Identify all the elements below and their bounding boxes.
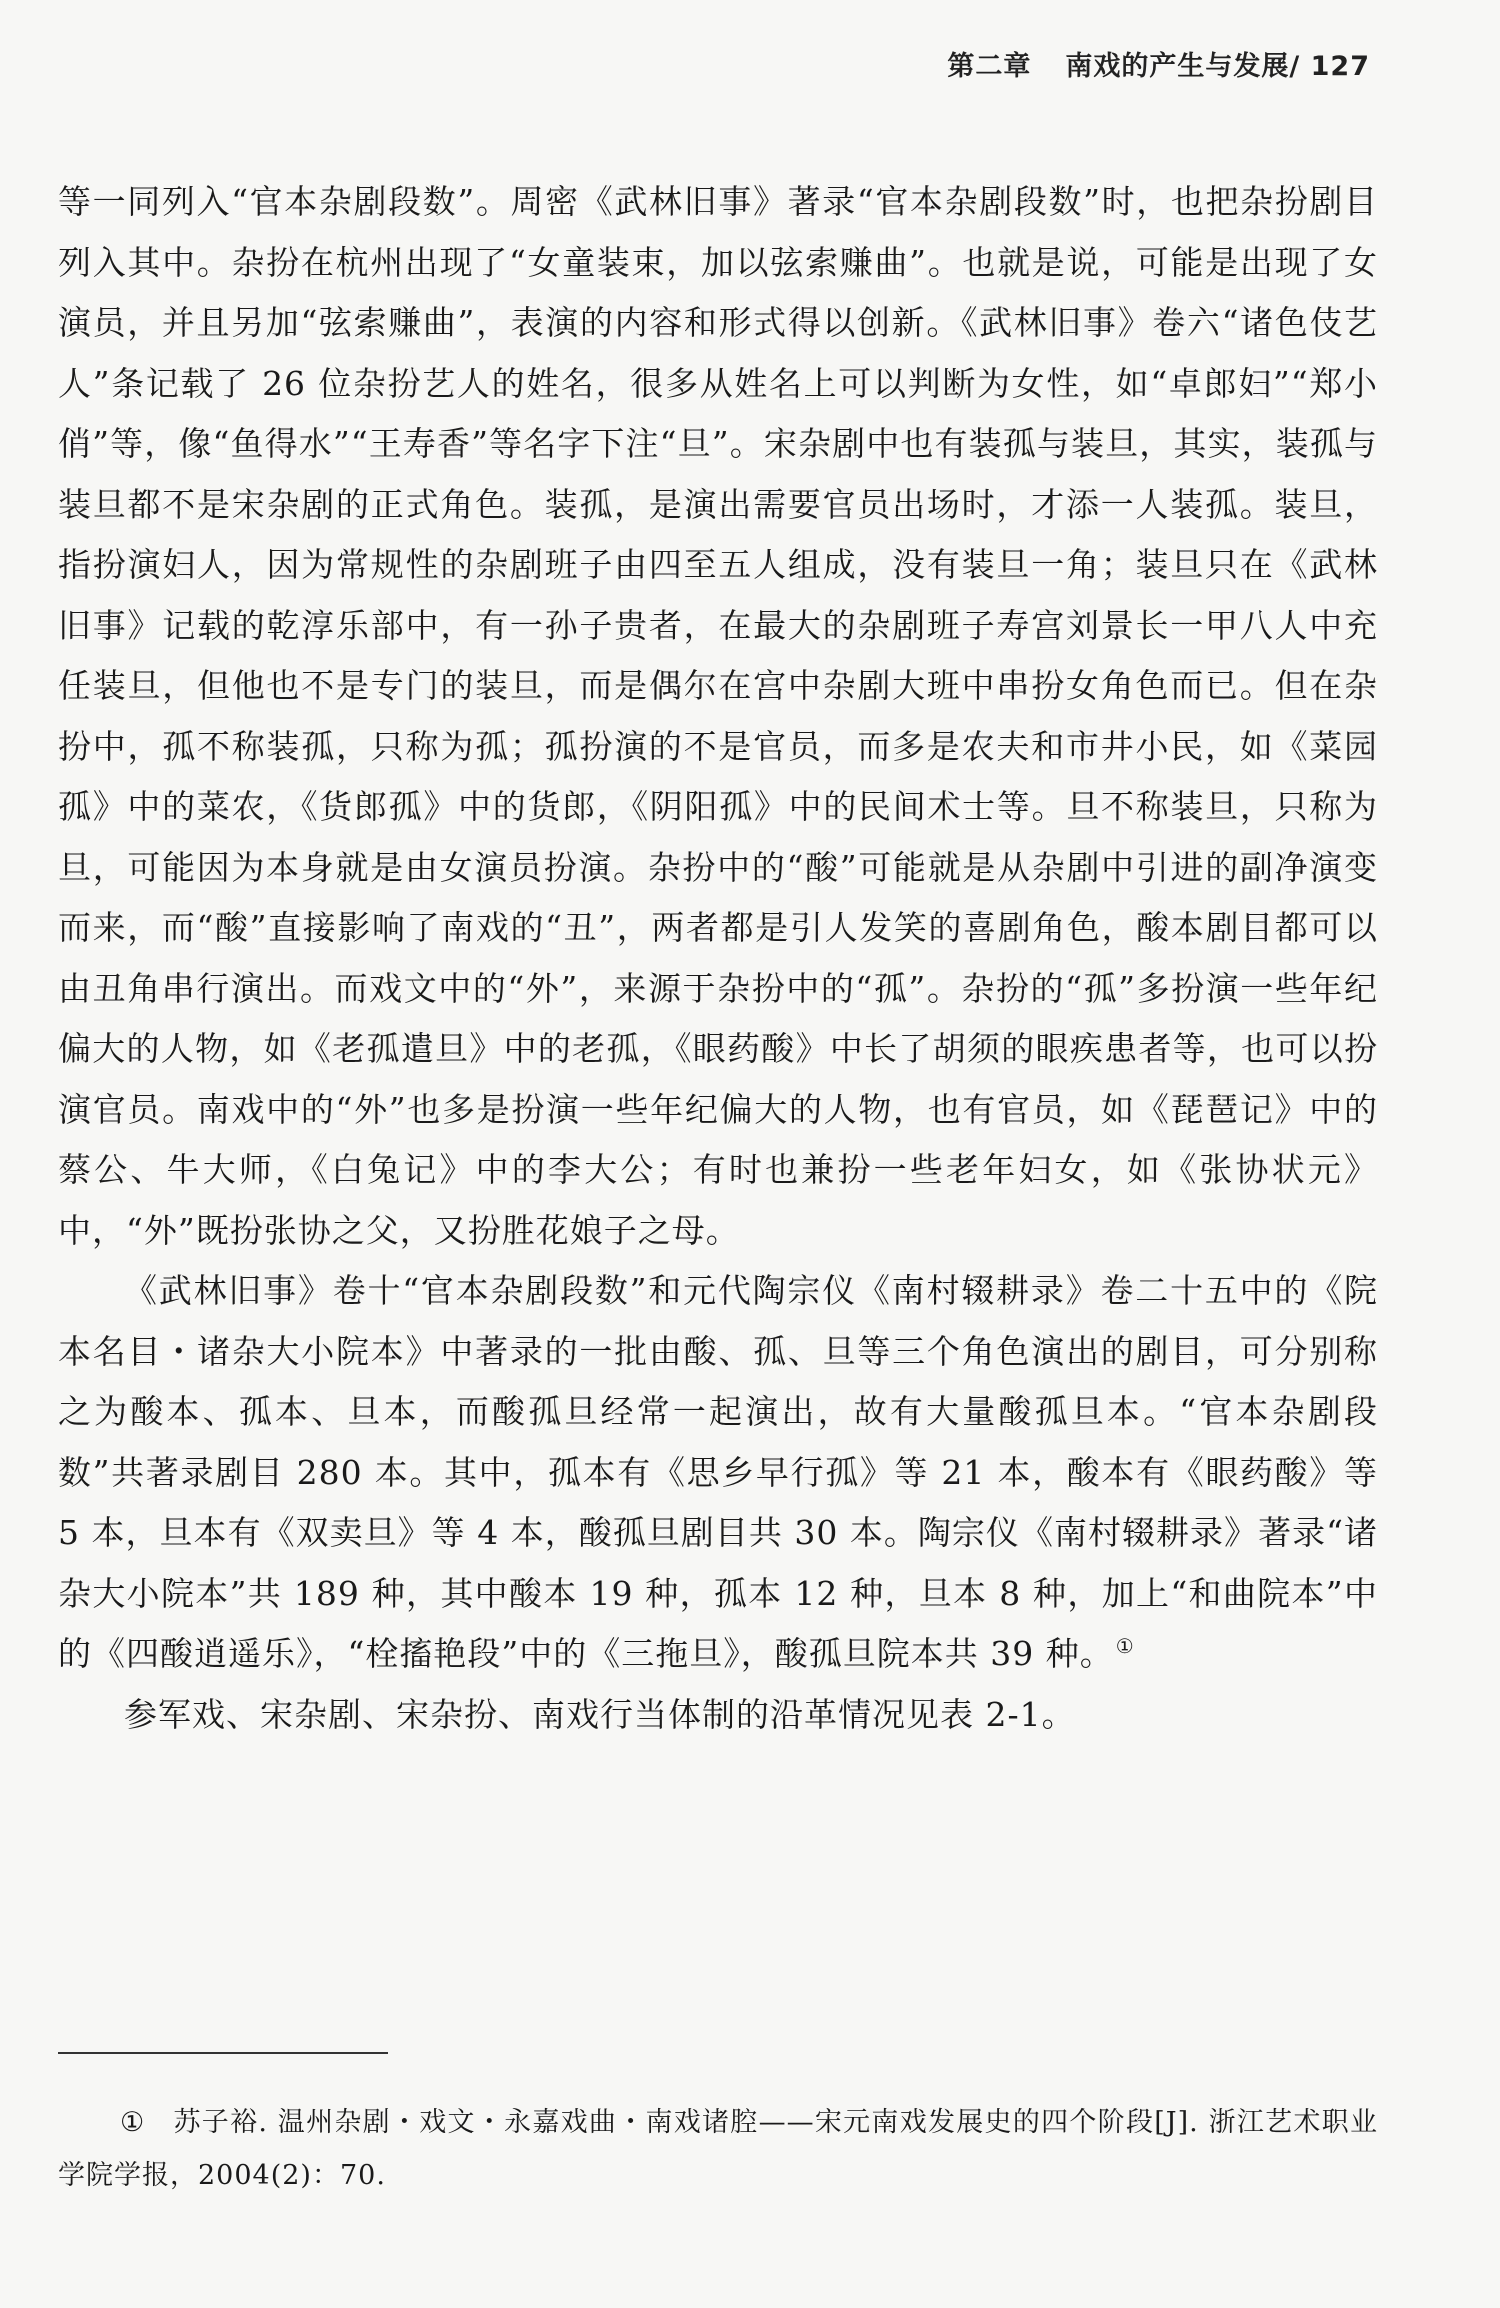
chapter-title-page-number: 南戏的产生与发展/ 127: [1065, 51, 1370, 82]
footnote: [58, 2096, 1378, 2202]
footnote-divider: [58, 2052, 388, 2054]
paragraph-2-text: 《武林旧事》卷十“官本杂剧段数”和元代陶宗仪《南村辍耕录》卷二十五中的《院本名目・诸杂大小院本》中著录的一批由酸、孤、旦等三个角色演出的剧目，可分别称之为酸本、孤本、旦本，而酸孤旦经常一起演出，故有大量酸孤旦本。“官本杂剧段数”共著录剧目 280 本。其中，孤本有《思乡早行孤》等 21 本，酸本有《眼药酸》等 5 本，旦本有《双卖旦》等 4 本，酸孤旦剧目共 30 本。陶宗仪《南村辍耕录》著录“诸杂大小院本”共 189 种，其中酸本 19 种，孤本 12 种，旦本 8 种，加上“和曲院本”中的《四酸逍遥乐》，“栓搐艳段”中的《三拖旦》，酸孤旦院本共 39 种。: [58, 1271, 1378, 1673]
body-text: [58, 172, 1378, 1745]
footnote-reference[interactable]: ①: [1115, 1634, 1135, 1658]
footnote-marker: ①: [120, 2107, 146, 2138]
chapter-label: 第二章: [947, 51, 1032, 82]
paragraph-2: [58, 1261, 1378, 1685]
footnote-text: 苏子裕. 温州杂剧・戏文・永嘉戏曲・南戏诸腔——宋元南戏发展史的四个阶段[J]. 浙江艺术职业学院学报，2004(2)：70.: [58, 2107, 1378, 2191]
paragraph-3: 参军戏、宋杂剧、宋杂扮、南戏行当体制的沿革情况见表 2-1。: [124, 1694, 1076, 1734]
paragraph-1: 等一同列入“官本杂剧段数”。周密《武林旧事》著录“官本杂剧段数”时，也把杂扮剧目列入其中。杂扮在杭州出现了“女童装束，加以弦索赚曲”。也就是说，可能是出现了女演员，并且另加“弦索赚曲”，表演的内容和形式得以创新。《武林旧事》卷六“诸色伎艺人”条记载了 26 位杂扮艺人的姓名，很多从姓名上可以判断为女性，如“卓郎妇”“郑小俏”等，像“鱼得水”“王寿香”等名字下注“旦”。宋杂剧中也有装孤与装旦，其实，装孤与装旦都不是宋杂剧的正式角色。装孤，是演出需要官员出场时，才添一人装孤。装旦，指扮演妇人，因为常规性的杂剧班子由四至五人组成，没有装旦一角；装旦只在《武林旧事》记载的乾淳乐部中，有一孙子贵者，在最大的杂剧班子寿宫刘景长一甲八人中充任装旦，但他也不是专门的装旦，而是偶尔在宫中杂剧大班中串扮女角色而已。但在杂扮中，孤不称装孤，只称为孤；孤扮演的不是官员，而多是农夫和市井小民，如《菜园孤》中的菜农，《货郎孤》中的货郎，《阴阳孤》中的民间术士等。旦不称装旦，只称为旦，可能因为本身就是由女演员扮演。杂扮中的“酸”可能就是从杂剧中引进的副净演变而来，而“酸”直接影响了南戏的“丑”，两者都是引人发笑的喜剧角色，酸本剧目都可以由丑角串行演出。而戏文中的“外”，来源于杂扮中的“孤”。杂扮的“孤”多扮演一些年纪偏大的人物，如《老孤遣旦》中的老孤，《眼药酸》中长了胡须的眼疾患者等，也可以扮演官员。南戏中的“外”也多是扮演一些年纪偏大的人物，也有官员，如《琵琶记》中的蔡公、牛大师，《白兔记》中的李大公；有时也兼扮一些老年妇女，如《张协状元》中，“外”既扮张协之父，又扮胜花娘子之母。: [58, 182, 1378, 1250]
running-header: [947, 44, 1370, 83]
